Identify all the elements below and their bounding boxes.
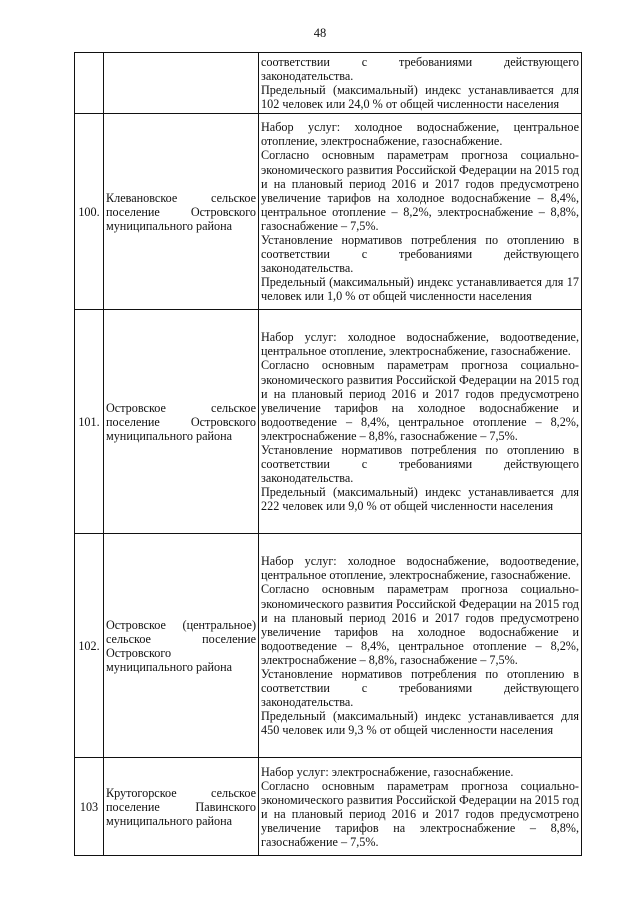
tariff-table: [74, 52, 582, 856]
paragraph: Набор услуг: электроснабжение, газоснабжение.: [261, 764, 514, 779]
paragraph: Установление нормативов потребления по отоплению в соответствии с требованиями действующего законодательства.: [261, 233, 579, 276]
paragraph: соответствии с требованиями действующего законодательства.: [261, 55, 579, 84]
row-description: [259, 534, 582, 758]
table-row: [75, 114, 582, 310]
row-number: 100.: [75, 114, 104, 310]
paragraph: Набор услуг: холодное водоснабжение, водоотведение, центральное отопление, электроснабжение, газоснабжение.: [261, 330, 579, 359]
table-row: [75, 53, 582, 114]
row-number: 102.: [75, 534, 104, 758]
paragraph: Набор услуг: холодное водоснабжение, водоотведение, центральное отопление, электроснабжение, газоснабжение.: [261, 554, 579, 583]
paragraph: Предельный (максимальный) индекс устанавливается для 450 человек или 9,3 % от общей численности населения: [261, 709, 579, 738]
paragraph: Установление нормативов потребления по отоплению в соответствии с требованиями действующего законодательства.: [261, 667, 579, 710]
paragraph: Предельный (максимальный) индекс устанавливается для 222 человек или 9,0 % от общей численности населения: [261, 485, 579, 514]
paragraph: Согласно основным параметрам прогноза социально-экономического развития Российской Федерации на 2015 год и на плановый период 2016 и 2017 годов предусмотрено увеличение тарифов на электроснабжение – 8,8%, газоснабжение – 7,5%.: [261, 778, 579, 850]
table-row: [75, 534, 582, 758]
settlement-name: Островское сельское поселение Островского муниципального района: [104, 310, 259, 534]
row-description: [259, 53, 582, 114]
paragraph: Набор услуг: холодное водоснабжение, центральное отопление, электроснабжение, газоснабжение.: [261, 120, 579, 149]
row-description: [259, 114, 582, 310]
row-description: [259, 758, 582, 856]
paragraph: Установление нормативов потребления по отоплению в соответствии с требованиями действующего законодательства.: [261, 443, 579, 486]
table-row: [75, 758, 582, 856]
paragraph: Предельный (максимальный) индекс устанавливается для 102 человек или 24,0 % от общей численности населения: [261, 83, 579, 112]
settlement-name: [104, 53, 259, 114]
paragraph: Согласно основным параметрам прогноза социально-экономического развития Российской Федерации на 2015 год и на плановый период 2016 и 2017 годов предусмотрено увеличение тарифов на холодное водоснабжение – 8,4%, центральное отопление – 8,2%, электроснабжение – 8,8%, газоснабжение – 7,5%.: [261, 148, 579, 233]
paragraph: Согласно основным параметрам прогноза социально-экономического развития Российской Федерации на 2015 год и на плановый период 2016 и 2017 годов предусмотрено увеличение тарифов на холодное водоснабжение и водоотведение – 8,4%, центральное отопление – 8,2%, электроснабжение – 8,8%, газоснабжение – 7,5%.: [261, 582, 579, 667]
page-number: 48: [313, 26, 327, 40]
settlement-name: Крутогорское сельское поселение Павинского муниципального района: [104, 758, 259, 856]
row-number: [75, 53, 104, 114]
settlement-name: Клевановское сельское поселение Островского муниципального района: [104, 114, 259, 310]
paragraph: Предельный (максимальный) индекс устанавливается для 17 человек или 1,0 % от общей численности населения: [261, 275, 579, 304]
row-number: 101.: [75, 310, 104, 534]
paragraph: Согласно основным параметрам прогноза социально-экономического развития Российской Федерации на 2015 год и на плановый период 2016 и 2017 годов предусмотрено увеличение тарифов на холодное водоснабжение и водоотведение – 8,4%, центральное отопление – 8,2%, электроснабжение – 8,8%, газоснабжение – 7,5%.: [261, 358, 579, 443]
settlement-name: Островское (центральное) сельское поселение Островского муниципального района: [104, 534, 259, 758]
table-row: [75, 310, 582, 534]
row-description: [259, 310, 582, 534]
row-number: 103: [75, 758, 104, 856]
